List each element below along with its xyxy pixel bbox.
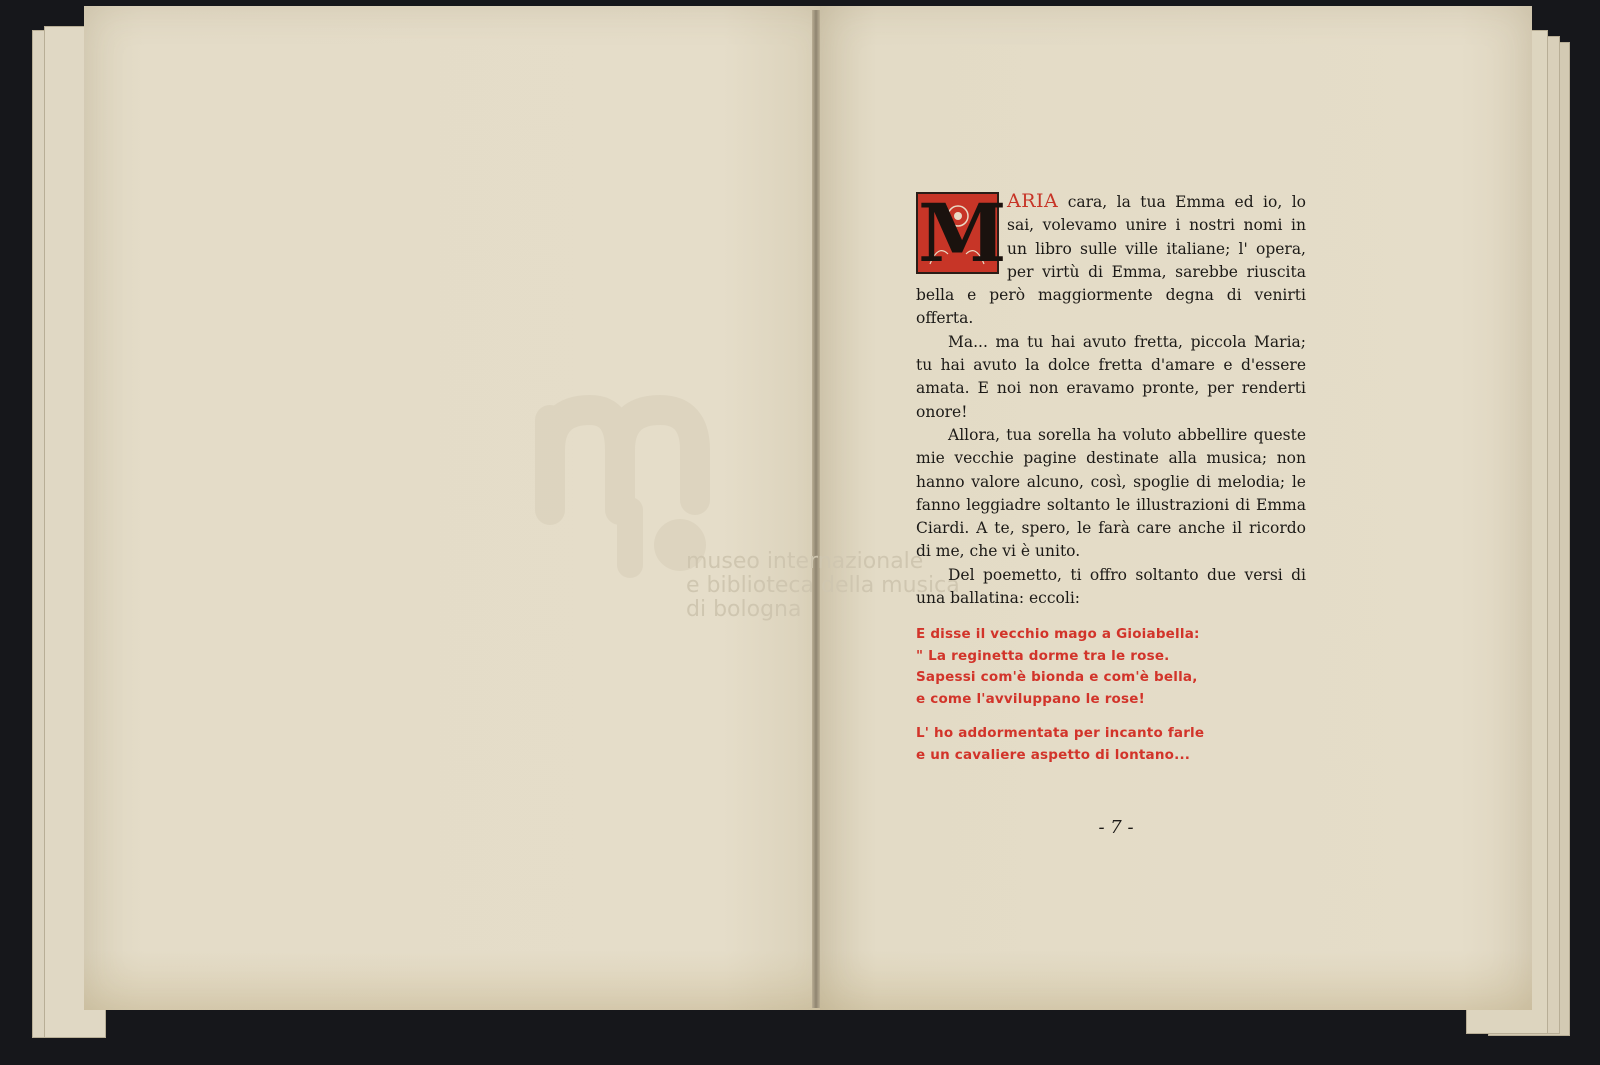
watermark-line: museo internazionale <box>686 549 924 574</box>
opening-word: ARIA <box>1007 190 1059 212</box>
paragraph-2: Ma... ma tu hai avuto fretta, piccola Maria; tu hai avuto la dolce fretta d'amare e d'essere amata. E noi non eravamo pronte, per renderti onore! <box>916 332 1306 421</box>
verse-line: L' ho addormentata per incanto farle <box>916 725 1205 742</box>
page-number: - 7 - <box>1098 817 1134 838</box>
book-gutter <box>812 10 820 1008</box>
verse-line: E disse il vecchio mago a Gioiabella: <box>916 626 1200 643</box>
verse-line: Sapessi com'è bionda e com'è bella, <box>916 669 1198 686</box>
paragraph-text: cara, la tua Emma ed io, lo sai, volevamo unire i nostri nomi in un libro sulle ville italiane; l' opera, per virtù di Emma, sarebbe riuscita bella e però maggiormente degna di venirti offerta. <box>916 193 1306 328</box>
verse-line: " La reginetta dorme tra le rose. <box>916 647 1170 664</box>
illuminated-dropcap <box>916 186 1007 280</box>
dedication-text <box>916 186 1306 766</box>
dropcap-letter: M <box>918 186 1007 280</box>
paragraph-4: Del poemetto, ti offro soltanto due versi di una ballatina: eccoli: <box>916 565 1306 608</box>
page-stain <box>820 950 1532 1010</box>
page-stain <box>84 950 836 1010</box>
verse-line: e un cavaliere aspetto di lontano... <box>916 746 1191 763</box>
verse-line: e come l'avviluppano le rose! <box>916 690 1145 707</box>
verse-block <box>916 624 1306 766</box>
paragraph-3: Allora, tua sorella ha voluto abbellire queste mie vecchie pagine destinate alla musica; non hanno valore alcuno, così, spoglie di melodia; le fanno leggiadre soltanto le illustrazioni di Emma Ciardi. A te, spero, le farà care anche il ricordo di me, che vi è unito. <box>916 425 1306 561</box>
stanza-gap <box>916 710 1306 723</box>
watermark-line: di bologna <box>686 597 802 622</box>
watermark-line: e biblioteca della musica <box>686 573 960 598</box>
paragraph-1 <box>916 186 1306 331</box>
